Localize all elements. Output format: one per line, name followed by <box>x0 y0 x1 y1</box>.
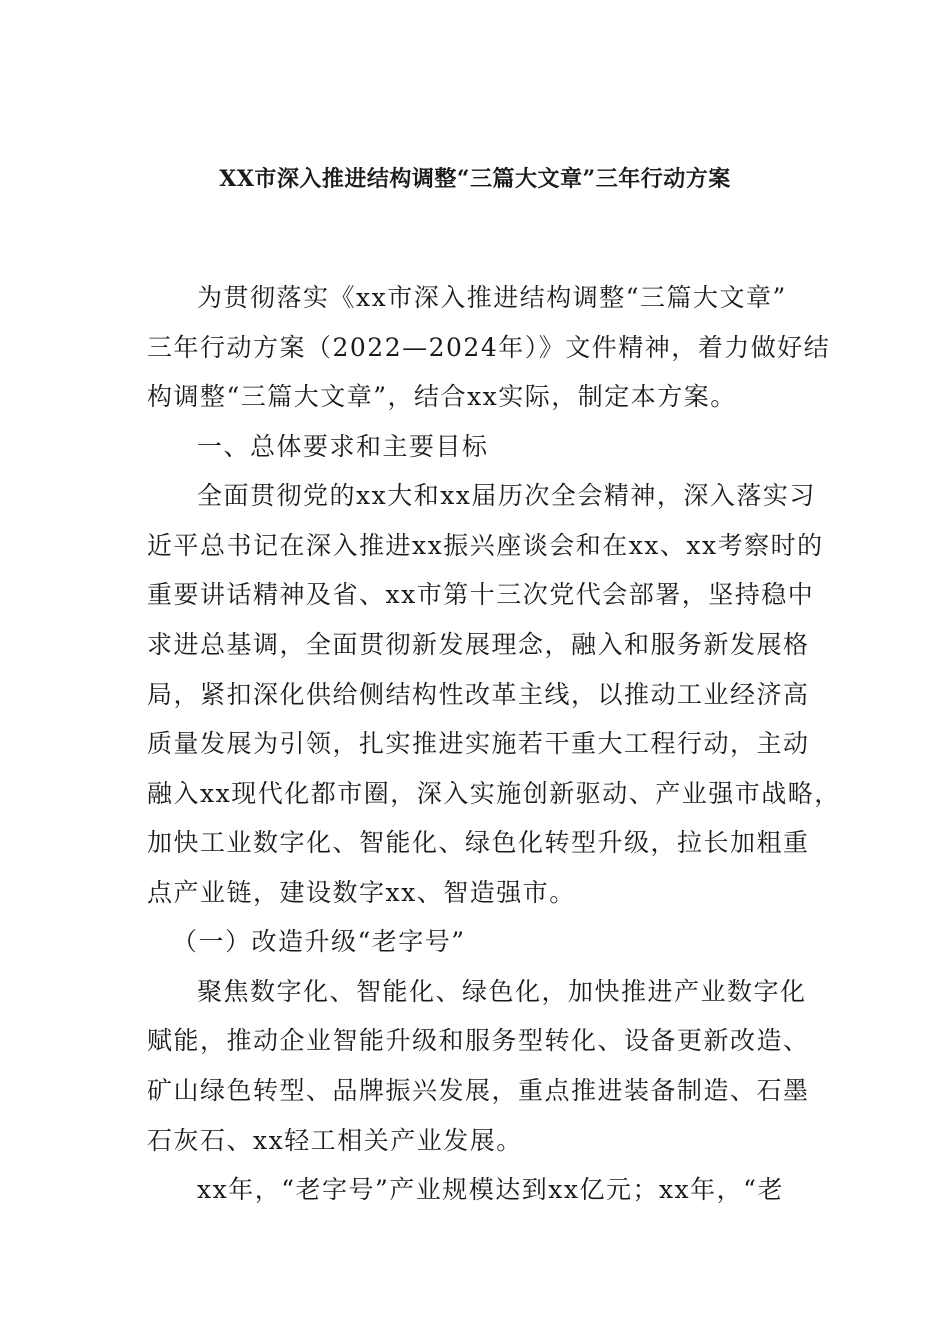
paragraph-line: 融入xx现代化都市圈，深入实施创新驱动、产业强市战略， <box>147 779 841 808</box>
paragraph-line: 质量发展为引领，扎实推进实施若干重大工程行动，主动 <box>147 729 810 758</box>
paragraph-line: 聚焦数字化、智能化、绿色化，加快推进产业数字化 <box>197 977 807 1006</box>
paragraph-line: 全面贯彻党的xx大和xx届历次全会精神，深入落实习 <box>197 481 816 510</box>
paragraph-line: 赋能，推动企业智能升级和服务型转化、设备更新改造、 <box>147 1026 810 1055</box>
paragraph-line: 点产业链，建设数字xx、智造强市。 <box>147 878 576 907</box>
paragraph-line: 三年行动方案（2022—2024年）》文件精神，着力做好结 <box>147 333 831 362</box>
paragraph-line: 为贯彻落实《xx市深入推进结构调整“三篇大文章” <box>197 283 787 312</box>
paragraph-line: 求进总基调，全面贯彻新发展理念，融入和服务新发展格 <box>147 630 810 659</box>
paragraph-line: xx年，“老字号”产业规模达到xx亿元；xx年，“老 <box>197 1175 784 1204</box>
paragraph-line: 局，紧扣深化供给侧结构性改革主线，以推动工业经济高 <box>147 680 810 709</box>
paragraph-line: 重要讲话精神及省、xx市第十三次党代会部署，坚持稳中 <box>147 580 815 609</box>
paragraph-line: 石灰石、xx轻工相关产业发展。 <box>147 1126 523 1155</box>
subsection-heading: （一）改造升级“老字号” <box>172 927 466 956</box>
paragraph-line: 构调整“三篇大文章”，结合xx实际，制定本方案。 <box>147 382 737 411</box>
section-heading: 一、总体要求和主要目标 <box>197 432 489 461</box>
document-title: XX市深入推进结构调整“三篇大文章”三年行动方案 <box>219 166 731 192</box>
paragraph-line: 近平总书记在深入推进xx振兴座谈会和在xx、xx考察时的 <box>147 531 824 560</box>
paragraph-line: 矿山绿色转型、品牌振兴发展，重点推进装备制造、石墨 <box>147 1076 810 1105</box>
paragraph-line: 加快工业数字化、智能化、绿色化转型升级，拉长加粗重 <box>147 828 810 857</box>
